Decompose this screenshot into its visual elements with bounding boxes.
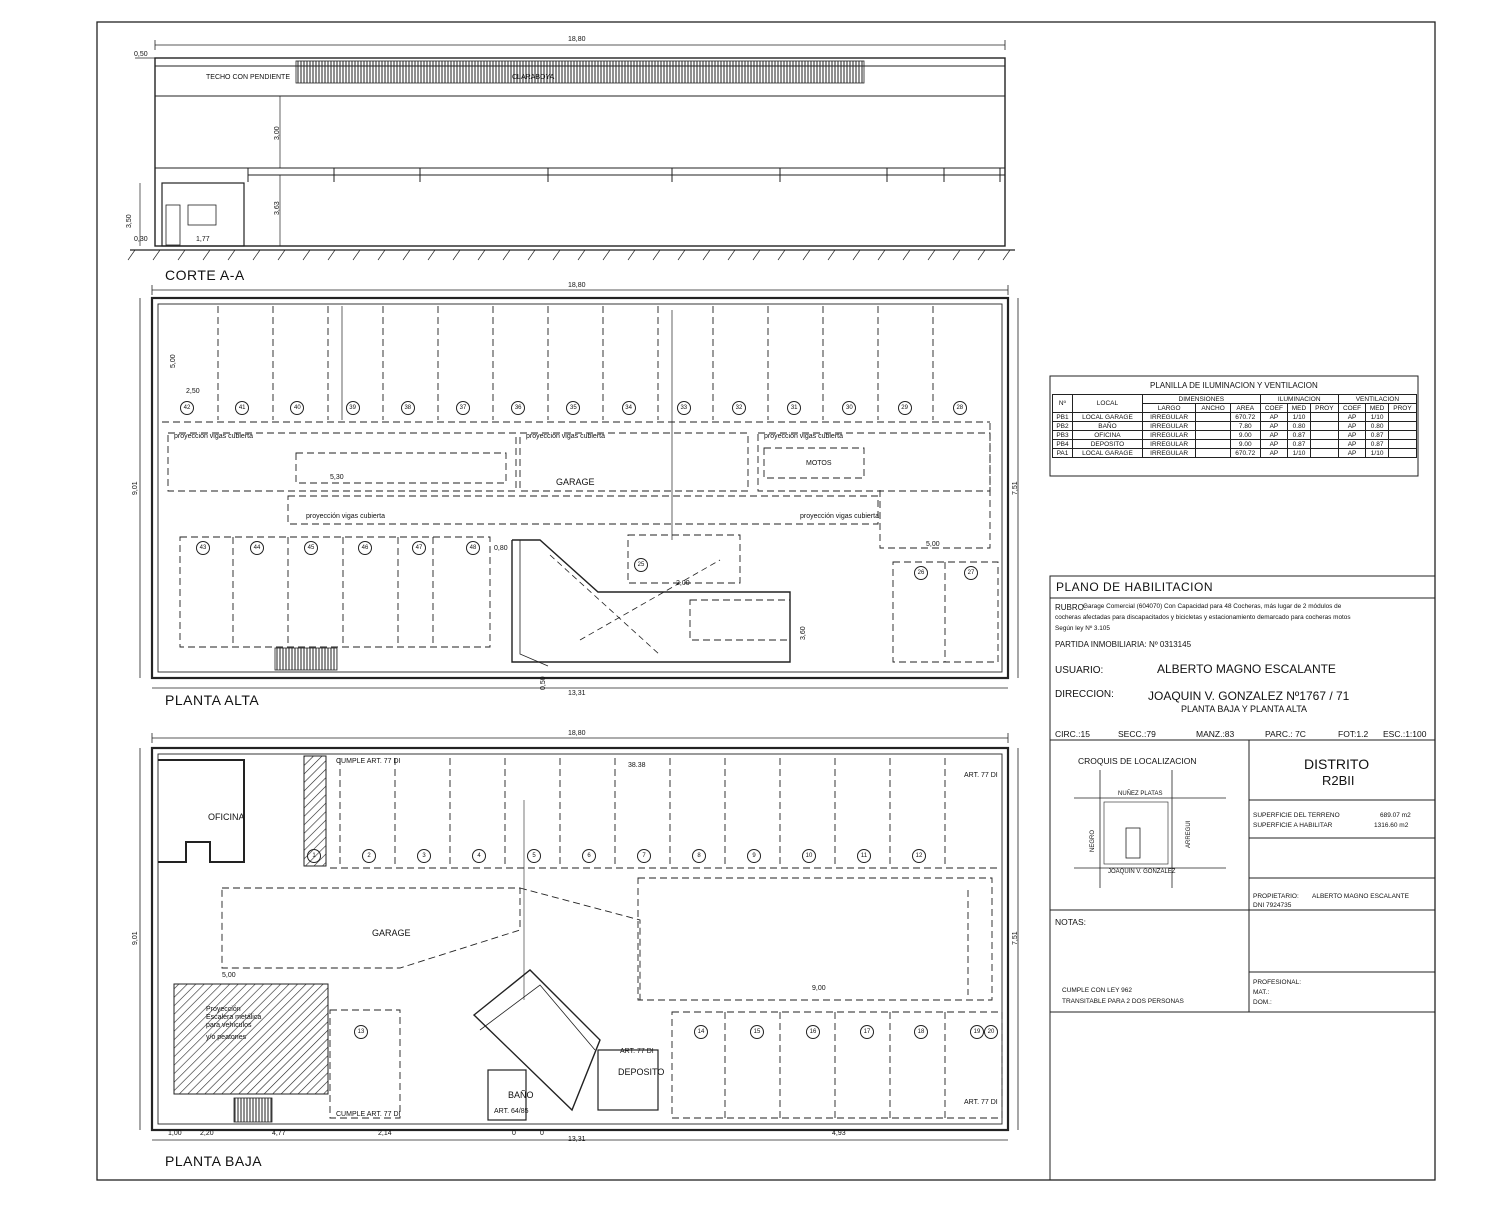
stall-number: 16 — [806, 1025, 820, 1039]
table-cell: 1/10 — [1366, 413, 1389, 422]
stall-number: 19 — [970, 1025, 984, 1039]
section-dim-left: 3,50 — [126, 214, 133, 228]
upper-floor-title: PLANTA ALTA — [165, 692, 260, 708]
table-row — [1053, 431, 1417, 440]
upper-moto-label: MOTOS — [806, 460, 832, 467]
stall-number: 12 — [912, 849, 926, 863]
table-cell: AP — [1338, 431, 1365, 440]
partida: PARTIDA INMOBILIARIA: Nº 0313145 — [1055, 640, 1192, 649]
distrito-value: R2BII — [1322, 773, 1355, 788]
table-cell — [1310, 422, 1338, 431]
table-cell: 670.72 — [1230, 413, 1260, 422]
rubro-text-2: cocheras afectadas para discapacitados y bicicletas y estacionamiento demarcado para cocheras motos — [1055, 614, 1351, 621]
ground-garage-label: GARAGE — [372, 928, 411, 938]
table-cell: AP — [1338, 422, 1365, 431]
table-cell — [1389, 449, 1417, 458]
stall-number: 29 — [898, 401, 912, 415]
propietario-dni: DNI 7924735 — [1253, 902, 1292, 909]
col-header: MED — [1366, 404, 1389, 413]
distrito-label: DISTRITO — [1304, 756, 1370, 772]
table-cell: 9.00 — [1230, 440, 1260, 449]
table-cell — [1310, 449, 1338, 458]
table-cell: OFICINA — [1072, 431, 1142, 440]
table-row — [1053, 440, 1417, 449]
upper-dim-2-50: 2,50 — [186, 388, 200, 395]
rubro-text-3: Según ley Nº 3.105 — [1055, 625, 1110, 632]
table-cell: PB4 — [1053, 440, 1073, 449]
ground-floor-plan — [140, 733, 1018, 1140]
section-cut-a-a — [128, 40, 1015, 260]
col-header: MED — [1288, 404, 1311, 413]
stall-number: 6 — [582, 849, 596, 863]
table-cell: AP — [1260, 431, 1287, 440]
section-roof-label: TECHO CON PENDIENTE — [206, 74, 291, 81]
stall-number: 38 — [401, 401, 415, 415]
group-header: DIMENSIONES — [1142, 395, 1260, 404]
col-header: Nº — [1053, 395, 1073, 413]
circ: CIRC.:15 — [1055, 729, 1090, 739]
street-right: ARREGUI — [1186, 820, 1192, 848]
table-cell: DEPOSITO — [1072, 440, 1142, 449]
stall-number: 45 — [304, 541, 318, 555]
upper-top-dim: 18,80 — [568, 282, 586, 289]
table-cell: AP — [1338, 413, 1365, 422]
ground-left-dim: 9,01 — [132, 931, 139, 945]
upper-dim-2-00: 2,00 — [676, 580, 690, 587]
hatch-text-3: para vehículos — [206, 1022, 252, 1029]
upper-height-dim: 7,51 — [1012, 481, 1019, 495]
section-height-lower: 3,63 — [274, 201, 281, 215]
stall-number: 25 — [634, 558, 648, 572]
table-cell: PA1 — [1053, 449, 1073, 458]
table-cell — [1389, 422, 1417, 431]
nota-1: CUMPLE CON LEY 962 — [1062, 987, 1132, 994]
ground-bottom-dim-1: 1,00 — [168, 1130, 182, 1137]
stall-number: 39 — [346, 401, 360, 415]
ground-bottom-dim-7: 4,93 — [832, 1130, 846, 1137]
title-block-heading: PLANO DE HABILITACION — [1056, 580, 1213, 594]
street-bottom: JOAQUIN V. GONZALEZ — [1108, 869, 1176, 875]
table-cell: LOCAL GARAGE — [1072, 449, 1142, 458]
table-cell: AP — [1338, 440, 1365, 449]
fot: FOT:1.2 — [1338, 729, 1369, 739]
ground-dim-5: 5,00 — [222, 972, 236, 979]
section-dim-bottom-left: 0,30 — [134, 236, 148, 243]
notas-label: NOTAS: — [1055, 917, 1087, 927]
table-cell: 0.87 — [1366, 440, 1389, 449]
stall-number: 28 — [953, 401, 967, 415]
table-row — [1053, 422, 1417, 431]
rubro-text-1: Garage Comercial (604070) Con Capacidad para 48 Cocheras, más lugar de 2 módulos de — [1083, 603, 1342, 610]
ground-bottom-dim: 13,31 — [568, 1136, 586, 1143]
stall-number: 4 — [472, 849, 486, 863]
table-cell: IRREGULAR — [1142, 449, 1195, 458]
table-cell: 7.80 — [1230, 422, 1260, 431]
col-header: COEF — [1338, 404, 1365, 413]
stall-number: 32 — [732, 401, 746, 415]
table-cell: IRREGULAR — [1142, 413, 1195, 422]
table-cell: PB1 — [1053, 413, 1073, 422]
ground-bottom-dim-3: 4,77 — [272, 1130, 286, 1137]
upper-left-dim: 9,01 — [132, 481, 139, 495]
stall-number: 8 — [692, 849, 706, 863]
direccion-value: JOAQUIN V. GONZALEZ Nº1767 / 71 — [1148, 689, 1350, 703]
ground-bottom-dim-2: 2,20 — [200, 1130, 214, 1137]
office-label: OFICINA — [208, 812, 245, 822]
upper-dim-5-00: 5,00 — [170, 354, 177, 368]
table-cell: PB2 — [1053, 422, 1073, 431]
street-left: NEGRO — [1090, 829, 1096, 852]
sup-cubierta-value: 1316.60 m2 — [1374, 822, 1409, 829]
col-header: AREA — [1230, 404, 1260, 413]
table-cell: 9.00 — [1230, 431, 1260, 440]
art-label-3: ART. 77 DI — [964, 1099, 998, 1106]
stall-number: 47 — [412, 541, 426, 555]
direccion-sub: PLANTA BAJA Y PLANTA ALTA — [1181, 704, 1308, 714]
table-cell — [1196, 431, 1231, 440]
table-cell: AP — [1260, 440, 1287, 449]
table-cell: 1/10 — [1366, 449, 1389, 458]
stall-number: 9 — [747, 849, 761, 863]
stall-number: 42 — [180, 401, 194, 415]
table-cell: 0.87 — [1288, 440, 1311, 449]
stall-number: 34 — [622, 401, 636, 415]
hatch-text-4: y/o peatones — [206, 1034, 247, 1041]
table-cell: 0.87 — [1366, 431, 1389, 440]
section-height-upper: 3,00 — [274, 126, 281, 140]
stall-number: 3 — [417, 849, 431, 863]
section-title: CORTE A-A — [165, 267, 245, 283]
table-cell: 0.80 — [1366, 422, 1389, 431]
stall-number: 48 — [466, 541, 480, 555]
table-cell — [1389, 431, 1417, 440]
stall-number: 5 — [527, 849, 541, 863]
upper-zone-label-3: proyección vigas cubierta — [764, 433, 843, 440]
section-dim-top-left: 0,50 — [134, 51, 148, 58]
manz: MANZ.:83 — [1196, 729, 1235, 739]
art-label-4: CUMPLE ART. 77 DI — [336, 1111, 401, 1118]
upper-zone-label-5: proyección vigas cubierta — [800, 513, 879, 520]
stall-number: 13 — [354, 1025, 368, 1039]
ground-bottom-dim-5: 0 — [512, 1130, 516, 1137]
nota-2: TRANSITABLE PARA 2 DOS PERSONAS — [1062, 998, 1184, 1005]
lighting-table-title: PLANILLA DE ILUMINACION Y VENTILACION — [1150, 381, 1318, 390]
stall-number: 20 — [984, 1025, 998, 1039]
profesional-label: PROFESIONAL: — [1253, 979, 1302, 986]
direccion-label: DIRECCION: — [1055, 689, 1114, 700]
upper-dim-0-80: 0,80 — [494, 545, 508, 552]
rubro-label: RUBRO: — [1055, 603, 1087, 612]
table-cell — [1310, 413, 1338, 422]
table-cell: LOCAL GARAGE — [1072, 413, 1142, 422]
lighting-table — [1052, 394, 1417, 458]
table-cell: IRREGULAR — [1142, 440, 1195, 449]
croquis-title: CROQUIS DE LOCALIZACION — [1078, 756, 1197, 766]
table-cell: 1/10 — [1288, 449, 1311, 458]
table-cell: 670.72 — [1230, 449, 1260, 458]
usuario-label: USUARIO: — [1055, 665, 1104, 676]
table-cell — [1389, 440, 1417, 449]
group-header: ILUMINACION — [1260, 395, 1338, 404]
section-width-dim: 18,80 — [568, 36, 586, 43]
stall-number: 36 — [511, 401, 525, 415]
col-header: PROY — [1389, 404, 1417, 413]
stall-number: 41 — [235, 401, 249, 415]
stall-number: 17 — [860, 1025, 874, 1039]
stall-number: 27 — [964, 566, 978, 580]
table-cell: PB3 — [1053, 431, 1073, 440]
stall-number: 46 — [358, 541, 372, 555]
ground-height-dim: 7,51 — [1012, 931, 1019, 945]
upper-zone-label-4: proyección vigas cubierta — [306, 513, 385, 520]
art-label-2: ART. 77 DI — [964, 772, 998, 779]
table-cell: AP — [1260, 449, 1287, 458]
art-label-6: ART. 64/85 — [494, 1108, 529, 1115]
stall-number: 35 — [566, 401, 580, 415]
street-top: NUÑEZ PLATAS — [1118, 791, 1163, 797]
table-row — [1053, 413, 1417, 422]
stall-number: 33 — [677, 401, 691, 415]
ground-bottom-dim-4: 2,14 — [378, 1130, 392, 1137]
ground-top-dim: 18,80 — [568, 730, 586, 737]
stall-number: 18 — [914, 1025, 928, 1039]
hatch-text-1: Proyección — [206, 1006, 241, 1013]
table-cell — [1196, 413, 1231, 422]
parc: PARC.: 7C — [1265, 729, 1306, 739]
upper-zone-label-2: proyección vigas cubierta — [526, 433, 605, 440]
table-cell — [1196, 422, 1231, 431]
section-dim-door: 1,77 — [196, 236, 210, 243]
col-header: COEF — [1260, 404, 1287, 413]
stall-number: 26 — [914, 566, 928, 580]
propietario-label: PROPIETARIO: — [1253, 893, 1299, 900]
ground-bottom-dim-6: 0 — [540, 1130, 544, 1137]
table-cell: IRREGULAR — [1142, 422, 1195, 431]
stall-number: 43 — [196, 541, 210, 555]
stall-number: 44 — [250, 541, 264, 555]
table-cell: 0.80 — [1288, 422, 1311, 431]
table-cell: 1/10 — [1288, 413, 1311, 422]
ground-dim-9: 9,00 — [812, 985, 826, 992]
usuario-value: ALBERTO MAGNO ESCALANTE — [1157, 662, 1336, 676]
stall-number: 11 — [857, 849, 871, 863]
propietario-value: ALBERTO MAGNO ESCALANTE — [1312, 893, 1409, 900]
stall-number: 37 — [456, 401, 470, 415]
table-cell: BAÑO — [1072, 422, 1142, 431]
col-header: ANCHO — [1196, 404, 1231, 413]
table-cell: AP — [1338, 449, 1365, 458]
sup-terreno-value: 689.07 m2 — [1380, 812, 1411, 819]
sup-cubierta-label: SUPERFICIE A HABILITAR — [1253, 822, 1333, 829]
upper-dim-5-00-b: 5,00 — [926, 541, 940, 548]
art-label-5: ART. 77 DI — [620, 1048, 654, 1055]
table-cell — [1310, 431, 1338, 440]
table-cell: IRREGULAR — [1142, 431, 1195, 440]
upper-garage-label: GARAGE — [556, 477, 595, 487]
section-skylight-label: CLARABOYA — [512, 74, 555, 81]
deposit-label: DEPOSITO — [618, 1067, 665, 1077]
table-cell — [1196, 440, 1231, 449]
stall-number: 30 — [842, 401, 856, 415]
upper-dim-3-60: 3,60 — [800, 626, 807, 640]
upper-bottom-dim: 13,31 — [568, 690, 586, 697]
mat-label: MAT.: — [1253, 989, 1270, 996]
col-header: LOCAL — [1072, 395, 1142, 413]
stall-number: 14 — [694, 1025, 708, 1039]
upper-dim-5-30: 5,30 — [330, 474, 344, 481]
stall-number: 10 — [802, 849, 816, 863]
stall-number: 7 — [637, 849, 651, 863]
upper-zone-label-1: proyección vigas cubierta — [174, 433, 253, 440]
table-cell — [1389, 413, 1417, 422]
col-header: PROY — [1310, 404, 1338, 413]
secc: SECC.:79 — [1118, 729, 1156, 739]
table-cell: AP — [1260, 413, 1287, 422]
dom-label: DOM.: — [1253, 999, 1272, 1006]
upper-dim-0-50: 0,50 — [540, 676, 547, 690]
bath-label: BAÑO — [508, 1090, 534, 1100]
table-cell: AP — [1260, 422, 1287, 431]
ground-floor-title: PLANTA BAJA — [165, 1153, 263, 1169]
table-row — [1053, 449, 1417, 458]
ground-dim-3838: 38.38 — [628, 762, 646, 769]
group-header: VENTILACION — [1338, 395, 1416, 404]
art-label-1: CUMPLE ART. 77 DI — [336, 758, 401, 765]
table-cell: 0.87 — [1288, 431, 1311, 440]
stall-number: 1 — [307, 849, 321, 863]
col-header: LARGO — [1142, 404, 1195, 413]
stall-number: 15 — [750, 1025, 764, 1039]
stall-number: 40 — [290, 401, 304, 415]
table-cell — [1310, 440, 1338, 449]
esc: ESC.:1:100 — [1383, 729, 1427, 739]
sup-terreno-label: SUPERFICIE DEL TERRENO — [1253, 812, 1340, 819]
stall-number: 31 — [787, 401, 801, 415]
table-cell — [1196, 449, 1231, 458]
hatch-text-2: Escalera metálica — [206, 1014, 262, 1021]
stall-number: 2 — [362, 849, 376, 863]
